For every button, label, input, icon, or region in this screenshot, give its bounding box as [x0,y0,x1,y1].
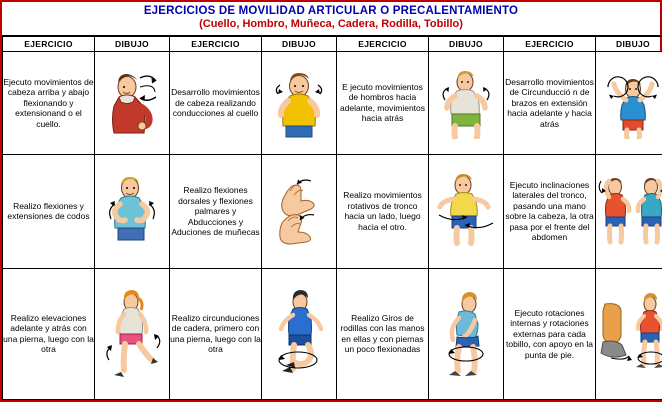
exercise-figure-knee-rotation [429,268,504,399]
exercise-figure-shoulder-forward-back [429,52,504,155]
header-drawing-4: DIBUJO [596,37,662,52]
table-header-row [3,37,662,52]
exercise-figure-trunk-lateral-bend [596,154,662,268]
page-title: EJERCICIOS DE MOVILIDAD ARTICULAR O PRECALENTAMIENTO [143,5,519,17]
exercise-table [2,36,662,400]
table-row [3,268,662,399]
exercise-text: Realizo circunduciones de cadera, primero con una pierna, luego con la otra [170,268,262,399]
exercise-text: Realizo flexiones y extensiones de codos [3,154,95,268]
header-drawing-1: DIBUJO [95,37,170,52]
exercise-text: Realizo elevaciones adelante y atrás con una pierna, luego con la otra [3,268,95,399]
exercise-text: Desarrollo movimientos de Circunducció n de brazos en extensión hacia adelante y hacia atrás [504,52,596,155]
header-exercise-3: EJERCICIO [337,37,429,52]
exercise-text: Realizo flexiones dorsales y flexiones palmares y Abducciones y Aduciones de muñecas [170,154,262,268]
header-drawing-2: DIBUJO [262,37,337,52]
exercise-figure-leg-raise [95,268,170,399]
exercise-text: Realizo Giros de rodillas con las manos en ellas y con piernas un poco flexionadas [337,268,429,399]
exercise-figure-hip-circumduction [262,268,337,399]
exercise-figure-ankle-rotation [596,268,662,399]
title-block [2,2,660,36]
table-row [3,52,662,155]
exercise-text: Ejecuto movimientos de cabeza arriba y abajo flexionando y extensionand o el cuello. [3,52,95,155]
exercise-figure-elbow-flexion [95,154,170,268]
header-exercise-4: EJERCICIO [504,37,596,52]
exercise-text: E jecuto movimientos de hombros hacia adelante, movimientos hacia atrás [337,52,429,155]
header-drawing-3: DIBUJO [429,37,504,52]
page-subtitle: (Cuello, Hombro, Muñeca, Cadera, Rodilla, Tobillo) [199,18,463,30]
exercise-figure-neck-rotation [262,52,337,155]
exercise-text: Ejecuto inclinaciones laterales del tronco, pasando una mano sobre la cabeza, la otra pasa por el frente del abdomen [504,154,596,268]
exercise-text: Ejecuto rotaciones internas y rotaciones externas para cada tobillo, con apoyo en la punta de pie. [504,268,596,399]
exercise-text: Desarrollo movimientos de cabeza realizando conducciones al cuello [170,52,262,155]
exercise-figure-trunk-rotation [429,154,504,268]
exercise-figure-arm-circumduction [596,52,662,155]
header-exercise-2: EJERCICIO [170,37,262,52]
exercise-figure-wrist-movements [262,154,337,268]
header-exercise-1: EJERCICIO [3,37,95,52]
exercise-figure-neck-flexion-extension [95,52,170,155]
table-row [3,154,662,268]
exercise-text: Realizo movimientos rotativos de tronco hacia un lado, luego hacia el otro. [337,154,429,268]
